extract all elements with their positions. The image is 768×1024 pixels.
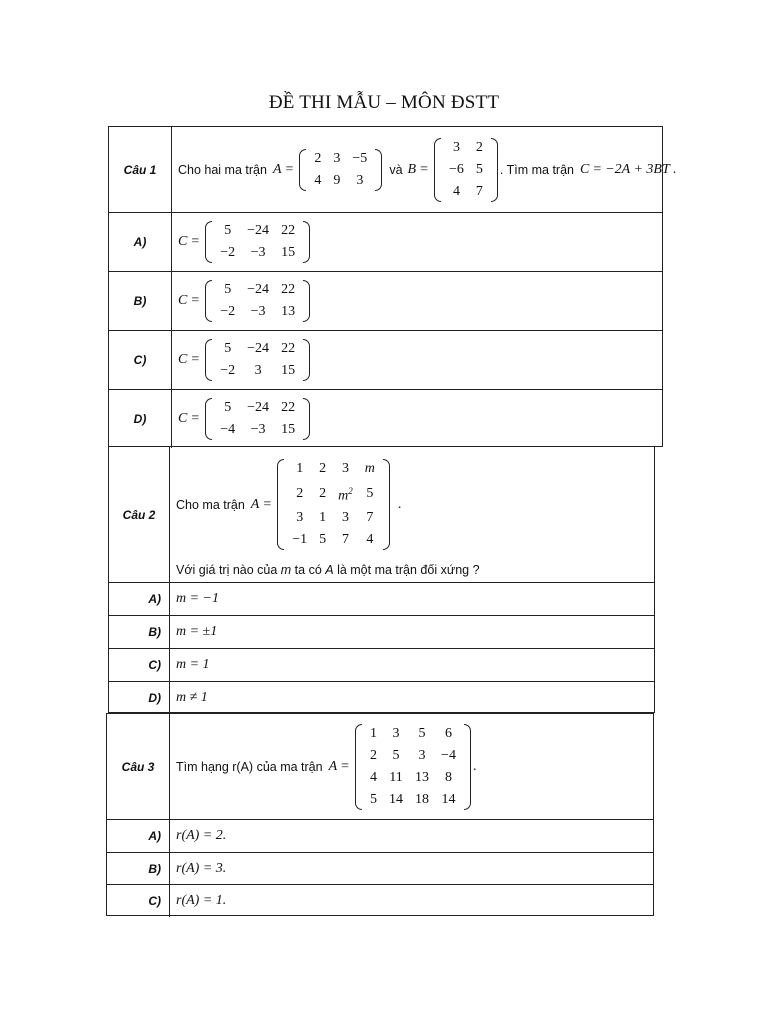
matrix-cell: 8 (445, 769, 452, 785)
matrix-cell: 15 (281, 245, 296, 260)
option-row[interactable] (109, 681, 654, 714)
matrix-cell: 9 (333, 172, 341, 188)
matrix-cell: 5 (319, 532, 327, 548)
matrix-cell: 5 (224, 341, 232, 356)
matrix-table (214, 397, 301, 441)
question-label: Câu 2 (109, 447, 170, 582)
matrix-cell: 6 (445, 725, 452, 741)
matrix-cell: 7 (475, 183, 483, 199)
matrix-cell: 5 (475, 161, 483, 177)
matrix-cell: 1 (370, 725, 378, 741)
matrix-row (364, 789, 462, 811)
matrix-cell: 4 (366, 532, 374, 548)
matrix-b (434, 137, 498, 203)
matrix-table (286, 458, 381, 552)
matrix-cell: 3 (333, 150, 341, 166)
matrix-cell: 1 (296, 460, 304, 476)
option-text: r(A) = 3. (176, 860, 227, 876)
option-text: m = 1 (176, 657, 210, 672)
question-1-block (108, 126, 677, 447)
option-row[interactable]: D) C = 5 −24 22 −4 −3 15 (109, 389, 662, 448)
matrix-table (443, 137, 489, 203)
matrix-row (443, 159, 489, 181)
matrix-cell: −3 (250, 304, 266, 319)
option-matrix (205, 397, 310, 441)
matrix-cell: 3 (418, 747, 426, 763)
option-label: A) (107, 820, 170, 852)
question-1-row (109, 127, 677, 212)
matrix-row (364, 745, 462, 767)
option-row[interactable]: B) C = 5 −24 22 −2 −3 13 (109, 271, 662, 330)
option-row[interactable] (109, 615, 654, 648)
matrix-cell: −2 (220, 304, 236, 319)
option-text: r(A) = 1. (176, 893, 227, 908)
matrix-row (214, 301, 301, 323)
matrix-row (214, 360, 301, 382)
option-label: C) (109, 649, 170, 681)
matrix-cell: 15 (281, 422, 296, 437)
matrix-cell: 4 (370, 769, 378, 785)
matrix-row (364, 767, 462, 789)
matrix-row (286, 458, 381, 480)
option-row[interactable] (107, 819, 653, 852)
matrix-row (443, 137, 489, 159)
option-row[interactable] (109, 648, 654, 681)
matrix-row (308, 170, 373, 192)
matrix-cell: 4 (314, 172, 322, 188)
exponent: 2 (348, 485, 353, 496)
matrix-row (214, 242, 301, 264)
question-1-text: Cho hai ma trận A = 2 3 −5 4 9 3 và B = 3 2 −6 5 4 7 . Tìm ma trận C = −2A + 3B T . (172, 127, 662, 212)
option-row[interactable] (109, 582, 654, 615)
matrix-table (214, 338, 301, 382)
matrix-cell: −3 (250, 422, 266, 437)
option-text: m = −1 (176, 591, 220, 606)
matrix-cell: 22 (281, 400, 296, 415)
matrix-row (443, 181, 489, 203)
option-row[interactable] (107, 852, 653, 884)
matrix-cell: 5 (418, 725, 426, 741)
option-label: B) (109, 616, 170, 648)
matrix-row (286, 507, 381, 529)
option-row[interactable]: A) C = 5 −24 22 −2 −3 15 (109, 212, 662, 271)
matrix-cell: 5 (366, 485, 374, 501)
question-2-row (109, 447, 654, 582)
matrix-cell: 22 (281, 282, 296, 297)
matrix-row (214, 419, 301, 441)
matrix-row (214, 220, 301, 242)
matrix-cell: −4 (441, 747, 456, 763)
matrix-cell: 2 (296, 485, 304, 501)
matrix-cell: 3 (254, 363, 262, 378)
matrix-cell: 13 (415, 769, 430, 785)
question-label: Câu 3 (107, 714, 170, 819)
matrix-cell: 5 (224, 282, 232, 297)
option-label: B) (109, 272, 172, 330)
matrix-cell: −24 (247, 282, 270, 297)
matrix-cell: 2 (475, 139, 483, 155)
question-2-block (108, 446, 655, 713)
matrix-table (214, 220, 301, 264)
option-label: C) (107, 885, 170, 917)
matrix-cell: 3 (296, 510, 304, 526)
option-matrix (205, 220, 310, 264)
option-matrix (205, 338, 310, 382)
question-3-block (106, 713, 654, 916)
matrix-cell: −4 (220, 422, 236, 437)
matrix-cell: 3 (341, 460, 349, 476)
matrix-cell: 15 (281, 363, 296, 378)
matrix-cell: 13 (281, 304, 296, 319)
question-3-row (107, 714, 653, 819)
matrix-table (364, 723, 462, 811)
matrix-cell: 7 (366, 510, 374, 526)
option-label: A) (109, 583, 170, 615)
question-3-text: Tìm hạng r(A) của ma trận A = 1 3 5 6 2 5 3 −4 4 11 13 8 5 14 18 14 . (170, 714, 653, 819)
matrix-cell: −3 (250, 245, 266, 260)
option-matrix (205, 279, 310, 323)
matrix-cell: 2 (370, 747, 378, 763)
option-label: D) (109, 682, 170, 714)
question-2-text: Cho ma trận A = 1 2 3 m 2 2 $m^2$ 5 3 1 3 7 −1 5 7 4 . Với giá trị nào của m ta có A là một ma trận đối xứng ? (170, 447, 654, 582)
matrix-table (308, 148, 373, 192)
option-text: r(A) = 2. (176, 828, 227, 843)
matrix-cell: −1 (292, 532, 308, 548)
matrix-cell: 3 (452, 139, 460, 155)
matrix-a (299, 148, 382, 192)
matrix-cell: $m^2$ (338, 485, 353, 504)
matrix-cell: −5 (352, 150, 368, 166)
matrix-cell: −24 (247, 341, 270, 356)
matrix-cell: 11 (389, 769, 403, 785)
question-2-prompt: Với giá trị nào của m ta có A là một ma trận đối xứng ? (176, 563, 480, 578)
option-row[interactable] (107, 884, 653, 917)
option-label: D) (109, 390, 172, 448)
matrix-row (214, 397, 301, 419)
matrix-cell: 5 (224, 223, 232, 238)
matrix-cell: 3 (341, 510, 349, 526)
matrix-cell: m (364, 460, 375, 476)
option-row[interactable]: C) C = 5 −24 22 −2 3 15 (109, 330, 662, 389)
matrix-cell: 5 (224, 400, 232, 415)
matrix-cell: 5 (370, 791, 378, 807)
matrix-cell: 14 (389, 791, 404, 807)
matrix-cell: 4 (452, 183, 460, 199)
matrix-cell: 3 (356, 172, 364, 188)
matrix-cell: 14 (441, 791, 456, 807)
matrix-cell: 2 (319, 485, 327, 501)
matrix-cell: 7 (341, 532, 349, 548)
matrix-cell: 2 (319, 460, 327, 476)
matrix-cell: 22 (281, 341, 296, 356)
question-label: Câu 1 (109, 127, 172, 212)
matrix-cell: 5 (392, 747, 400, 763)
matrix-table (214, 279, 301, 323)
matrix-cell: 1 (319, 510, 327, 526)
option-text: m ≠ 1 (176, 690, 208, 705)
matrix-row (308, 148, 373, 170)
option-label: C) (109, 331, 172, 389)
option-text: m = ±1 (176, 624, 218, 639)
option-label: B) (107, 853, 170, 884)
matrix-row (286, 480, 381, 508)
matrix-cell: −24 (247, 400, 270, 415)
matrix-cell: −2 (220, 363, 236, 378)
matrix-a (355, 723, 471, 811)
matrix-row (214, 279, 301, 301)
matrix-row (214, 338, 301, 360)
matrix-cell: −24 (247, 223, 270, 238)
page-title: ĐỀ THI MẪU – MÔN ĐSTT (268, 92, 500, 113)
matrix-row (286, 529, 381, 551)
option-label: A) (109, 213, 172, 271)
matrix-row (364, 723, 462, 745)
matrix-cell: −2 (220, 245, 236, 260)
matrix-cell: 2 (314, 150, 322, 166)
matrix-cell: −6 (448, 161, 464, 177)
matrix-cell: 3 (392, 725, 400, 741)
matrix-a (277, 458, 390, 552)
matrix-cell: 22 (281, 223, 296, 238)
matrix-cell: 18 (415, 791, 430, 807)
